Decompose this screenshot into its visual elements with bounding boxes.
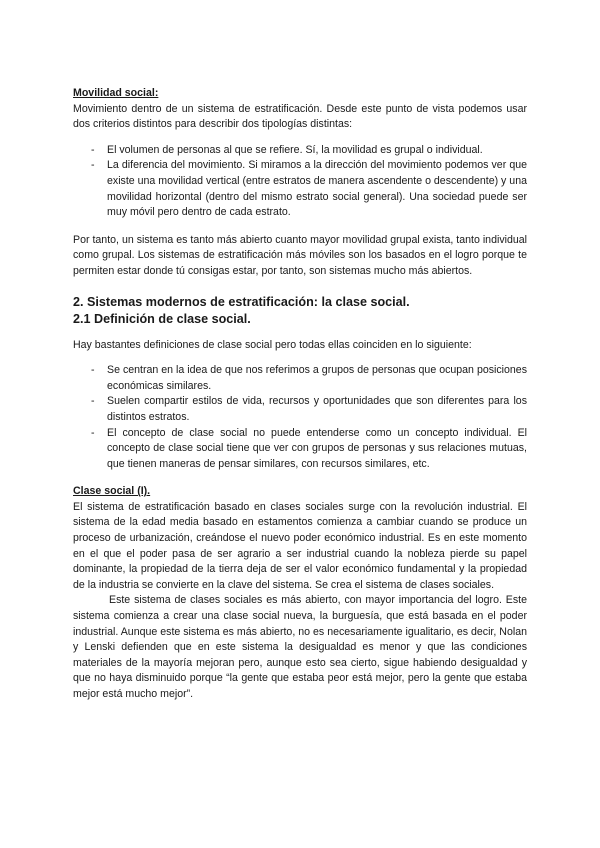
list-item: - El volumen de personas al que se refiere. Sí, la movilidad es grupal o individual. [73, 143, 527, 159]
paragraph-movilidad-conclusion: Por tanto, un sistema es tanto más abierto cuanto mayor movilidad grupal exista, tanto individual como grupal. Los sistemas de estratificación más móviles son los basados en el logro porque te permiten estar donde tú consigas estar, por tanto, son sistemas mucho más abiertos. [73, 233, 527, 277]
movilidad-list [73, 143, 527, 221]
subsection-title: 2.1 Definición de clase social. [73, 311, 251, 326]
list-item: - La diferencia del movimiento. Si miramos a la dirección del movimiento podemos ver que existe una movilidad vertical (entre estratos de manera ascendente o descendente) y una movilidad horizontal (dentro del mismo estrato social general). Una sociedad puede ser muy móvil pero dentro de cada estrato. [73, 158, 527, 220]
section-heading-movilidad: Movilidad social: [73, 87, 159, 99]
paragraph-clase-2: Este sistema de clases sociales es más abierto, con mayor importancia del logro. Este sistema comienza a crear una clase social nueva, la burguesía, que está basada en el poder industrial. Aunque este sistema es más abierto, no es necesariamente igualitario, es decir, Nolan y Lenski defienden que en este sistema la desigualdad es menor y que las condiciones materiales de la mayoría mejoran pero, aunque esto sea cierto, sigue habiendo desigualdad y que no haya disminuido porque “la gente que estaba peor está mejor, pero la gente que estaba mejor está mucho mejor”. [73, 594, 527, 700]
paragraph-clase-1: El sistema de estratificación basado en clases sociales surge con la revolución industrial. El sistema de la edad media basado en estamentos comienza a cambiar cuando se produce un proceso de urbanización, creándose el nuevo poder económico industrial. Es en este momento en el que el poder pasa de ser agrario a ser industrial cuando la nobleza pierde su papel dominante, la propiedad de la tierra deja de ser el valor económico fundamental y la propiedad de la industria se convierte en la clave del sistema. Se crea el sistema de clases sociales. [73, 500, 527, 591]
document-page [73, 86, 527, 703]
section-heading-clase-social: Clase social (I). [73, 485, 151, 498]
definicion-list [73, 363, 527, 472]
list-item: - Se centran en la idea de que nos referimos a grupos de personas que ocupan posiciones económicas similares. [73, 363, 527, 394]
section-title: 2. Sistemas modernos de estratificación: la clase social. [73, 294, 410, 309]
list-item: - Suelen compartir estilos de vida, recursos y oportunidades que son diferentes para los distintos estratos. [73, 394, 527, 425]
paragraph-movilidad-intro: Movimiento dentro de un sistema de estratificación. Desde este punto de vista podemos usar dos criterios distintos para describir dos tipologías distintas: [73, 102, 527, 131]
paragraph-definicion-intro: Hay bastantes definiciones de clase social pero todas ellas coinciden en lo siguiente: [73, 338, 472, 351]
list-item: - El concepto de clase social no puede entenderse como un concepto individual. El concepto de clase social tiene que ver con grupos de personas y sus relaciones mutuas, que tienen maneras de pensar similares, con recursos similares, etc. [73, 426, 527, 473]
